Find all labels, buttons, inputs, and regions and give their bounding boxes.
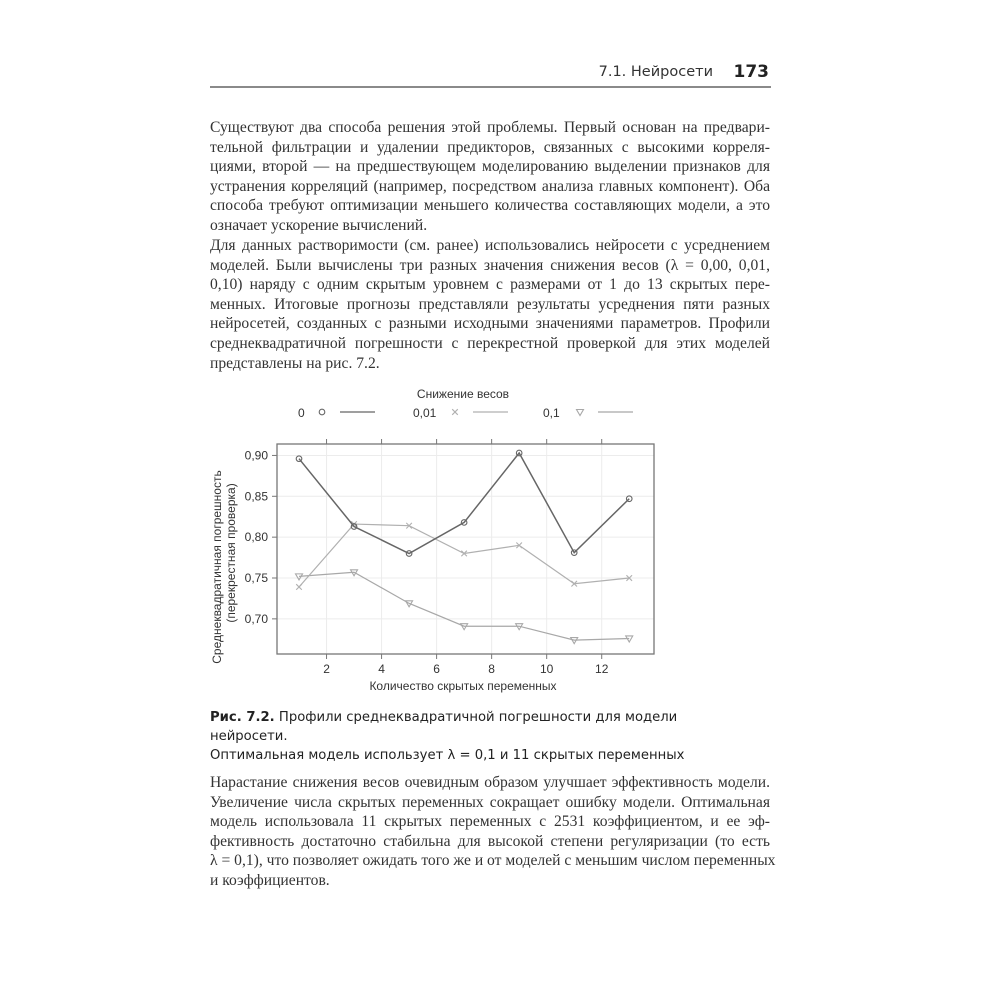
running-head bbox=[210, 62, 771, 88]
x-axis-label: Количество скрытых переменных bbox=[369, 679, 557, 693]
legend bbox=[298, 406, 633, 420]
x-tick-label: 2 bbox=[323, 662, 330, 676]
axis-ticks bbox=[245, 439, 609, 676]
text-line: тельной фильтрации и удалении предикторов, связанных с высокими корреля- bbox=[210, 138, 770, 156]
section-title: 7.1. Нейросети bbox=[598, 64, 713, 80]
line-chart bbox=[200, 380, 680, 700]
text-line: и коэффициентов. bbox=[210, 871, 330, 889]
y-tick-label: 0,75 bbox=[244, 571, 268, 586]
grid bbox=[277, 444, 654, 654]
paragraph bbox=[210, 773, 776, 891]
caption-text: Оптимальная модель использует λ = 0,1 и 11 скрытых переменных bbox=[210, 748, 685, 763]
legend-title: Снижение весов bbox=[416, 387, 510, 401]
x-tick-label: 12 bbox=[595, 662, 609, 676]
y-tick-label: 0,90 bbox=[244, 448, 268, 463]
triangle-marker bbox=[577, 410, 584, 416]
page-number: 173 bbox=[733, 62, 769, 82]
text-line: модель использовала 11 скрытых переменных с 2531 коэффициентом, и ее эф- bbox=[210, 813, 770, 831]
text-line: Существуют два способа решения этой проблемы. Первый основан на предвари- bbox=[210, 119, 770, 136]
caption-label: Рис. 7.2. bbox=[210, 710, 275, 725]
legend-label: 0 bbox=[298, 406, 305, 420]
caption-text: Профили среднеквадратичной погрешности для модели нейросети. bbox=[210, 710, 678, 744]
legend-label: 0,01 bbox=[413, 406, 437, 420]
text-line: Для данных растворимости (см. ранее) использовались нейросети с усреднением bbox=[210, 237, 770, 254]
series-cross bbox=[296, 521, 632, 590]
legend-label: 0,1 bbox=[543, 406, 560, 420]
plot-frame bbox=[277, 444, 654, 654]
text-line: означает ускорение вычислений. bbox=[210, 216, 428, 234]
text-line: циями, второй — на предшествующем моделированию выделении признаков для bbox=[210, 158, 770, 176]
series-triangle bbox=[296, 570, 633, 644]
x-tick-label: 6 bbox=[433, 662, 440, 676]
text-line: фективность достаточно стабильна для высокой степени регуляризации (то есть bbox=[210, 832, 770, 850]
text-line: менных. Итоговые прогнозы представляли результаты усреднения пяти разных bbox=[210, 295, 770, 313]
x-tick-label: 4 bbox=[378, 662, 385, 676]
series-circle bbox=[296, 450, 632, 556]
figure bbox=[200, 380, 680, 700]
text-line: Увеличение числа скрытых переменных сокращает ошибку модели. Оптимальная bbox=[210, 793, 770, 811]
series-line bbox=[299, 453, 629, 554]
y-tick-label: 0,85 bbox=[244, 489, 268, 504]
circle-marker bbox=[319, 409, 325, 415]
text-line: устранения корреляций (например, посредством анализа главных компонент). Оба bbox=[210, 177, 770, 195]
text-line: моделей. Были вычислены три разных значения снижения весов (λ = 0,00, 0,01, bbox=[210, 256, 770, 274]
series-group bbox=[296, 450, 633, 643]
text-line: Нарастание снижения весов очевидным образом улучшает эффективность модели. bbox=[210, 774, 770, 791]
y-axis-label-secondary: (перекрестная проверка) bbox=[224, 483, 238, 623]
triangle-marker bbox=[296, 574, 303, 580]
y-tick-label: 0,80 bbox=[244, 530, 268, 545]
text-line: 0,10) наряду с одним скрытым уровнем с размерами от 1 до 13 скрытых пере- bbox=[210, 276, 770, 294]
cross-marker bbox=[452, 409, 458, 415]
x-tick-label: 10 bbox=[539, 662, 554, 676]
figure-caption bbox=[210, 708, 730, 765]
cross-marker bbox=[296, 584, 302, 590]
text-line: среднеквадратичной погрешности с перекрестной проверкой для этих моделей bbox=[210, 334, 770, 352]
text-line: представлены на рис. 7.2. bbox=[210, 354, 380, 372]
y-tick-label: 0,70 bbox=[244, 611, 268, 626]
paragraph bbox=[210, 236, 770, 373]
y-axis-label: Среднеквадратичная погрешность bbox=[210, 470, 224, 664]
text-line: λ = 0,1), что позволяет ожидать того же и от моделей с меньшим числом переменных bbox=[210, 852, 776, 870]
x-tick-label: 8 bbox=[488, 662, 495, 676]
text-line: способа требуют оптимизации меньшего количества составляющих модели, а это bbox=[210, 197, 770, 215]
paragraph bbox=[210, 118, 770, 236]
text-line: нейросетей, созданных с разными исходными значениями параметров. Профили bbox=[210, 315, 770, 333]
